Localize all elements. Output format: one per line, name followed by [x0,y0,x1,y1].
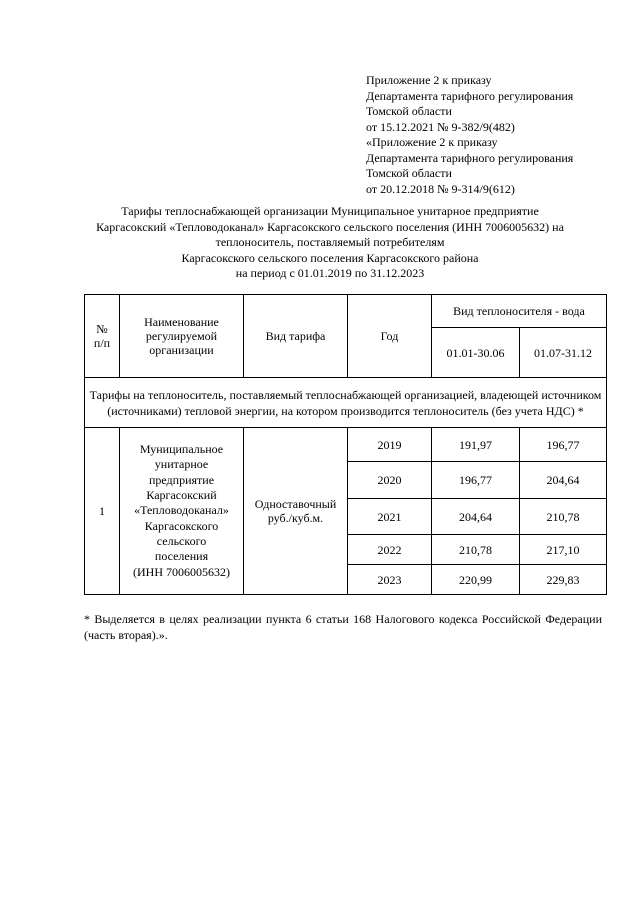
order-reference-header [366,73,626,197]
section-heading: Тарифы на теплоноситель, поставляемый теплоснабжающей организацией, владеющей источником (источниками) тепловой энергии, на котором производится теплоноситель (без учета НДС) * [85,378,607,428]
header-number: № п/п [85,295,120,378]
title-line: на период с 01.01.2019 по 31.12.2023 [235,266,425,281]
header-line: Томской области [366,104,452,118]
year-cell: 2023 [348,565,432,595]
header-period-1: 01.01-30.06 [432,328,520,378]
tariff-value-period-1: 196,77 [432,462,520,499]
title-line: теплоноситель, поставляемый потребителям [215,235,445,250]
tariff-value-period-2: 229,83 [520,565,607,595]
header-line: от 15.12.2021 № 9-382/9(482) [366,119,515,134]
header-tariff-type: Вид тарифа [244,295,348,378]
header-year: Год [348,295,432,378]
tariff-value-period-2: 217,10 [520,535,607,565]
year-cell: 2022 [348,535,432,565]
tariff-value-period-1: 191,97 [432,428,520,462]
tariff-value-period-1: 204,64 [432,499,520,535]
tariff-value-period-2: 204,64 [520,462,607,499]
tariff-value-period-1: 210,78 [432,535,520,565]
tariff-table [84,294,607,595]
vat-footnote: * Выделяется в целях реализации пункта 6 статьи 168 Налогового кодекса Российской Федерации (часть вторая).». [84,612,602,642]
document-title [60,204,600,282]
tariff-value-period-1: 220,99 [432,565,520,595]
year-cell: 2019 [348,428,432,462]
header-line: Томской области [366,166,452,180]
organization-name: Муниципальное унитарное предприятие Каргасокский «Тепловодоканал» Каргасокского сельского поселения (ИНН 7006005632) [120,428,244,595]
title-line: Тарифы теплоснабжающей организации Муниципальное унитарное предприятие [121,204,539,218]
tariff-value-period-2: 196,77 [520,428,607,462]
year-cell: 2020 [348,462,432,499]
title-line: Каргасокский «Тепловодоканал» Каргасокского сельского поселения (ИНН 7006005632) на [96,219,564,234]
header-line: от 20.12.2018 № 9-314/9(612) [366,181,515,196]
tariff-value-period-2: 210,78 [520,499,607,535]
header-line: Департамента тарифного регулирования [366,88,574,103]
row-number: 1 [85,428,120,595]
tariff-type: Одноставочный руб./куб.м. [244,428,348,595]
header-organization: Наименование регулируемой организации [120,295,244,378]
header-period-2: 01.07-31.12 [520,328,607,378]
header-line: «Приложение 2 к приказу [366,135,498,149]
year-cell: 2021 [348,499,432,535]
header-line: Приложение 2 к приказу [366,73,492,87]
header-line: Департамента тарифного регулирования [366,150,574,165]
header-coolant-water: Вид теплоносителя - вода [432,295,607,328]
title-line: Каргасокского сельского поселения Каргасокского района [181,250,479,265]
